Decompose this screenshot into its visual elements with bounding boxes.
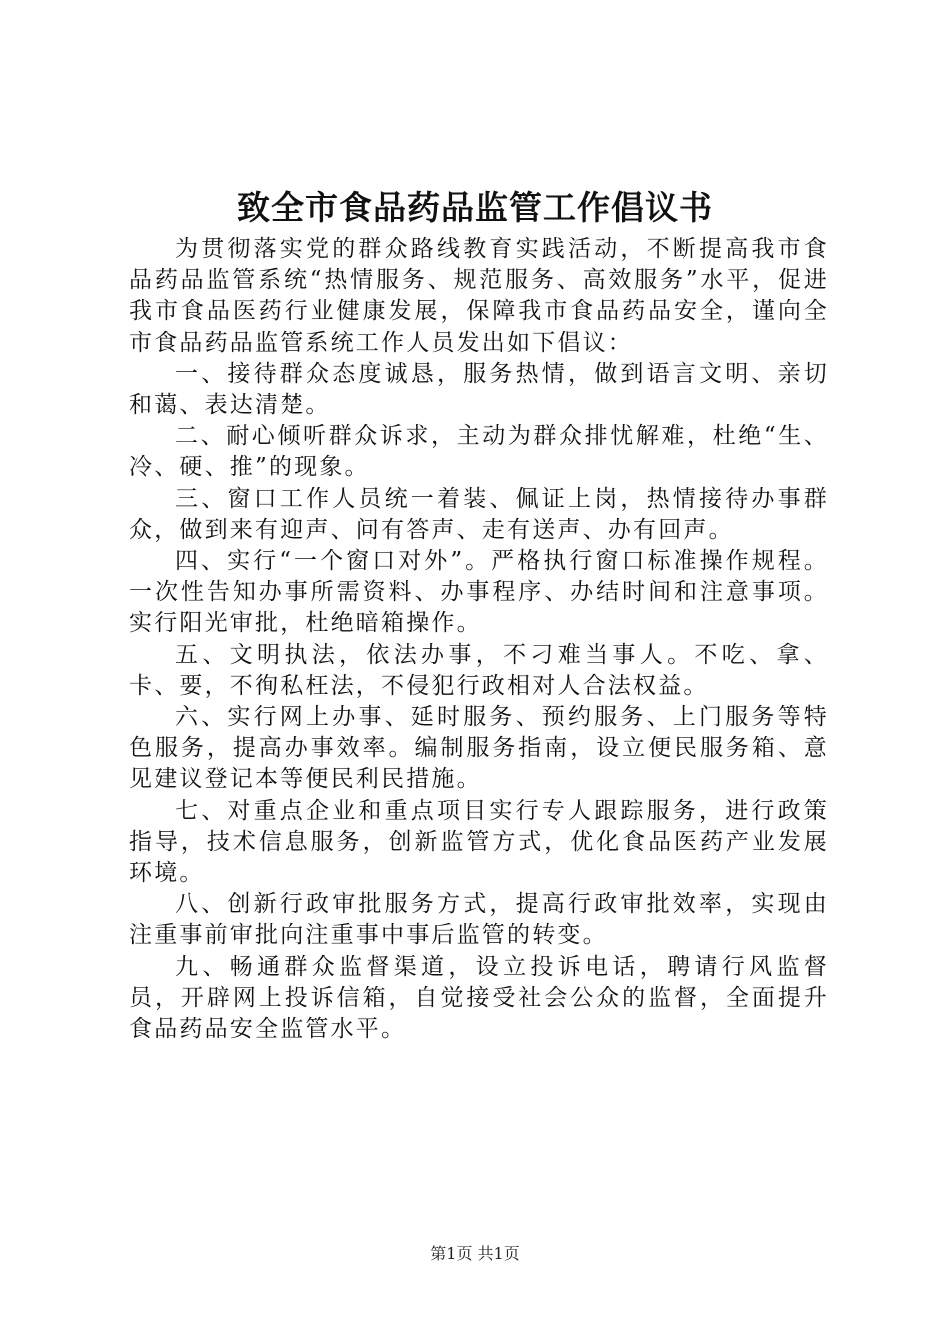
paragraph-item-7: 七、对重点企业和重点项目实行专人跟踪服务，进行政策指导，技术信息服务，创新监管方式，优化食品医药产业发展环境。 — [129, 797, 829, 887]
paragraph-item-1: 一、接待群众态度诚恳，服务热情，做到语言文明、亲切和蔼、表达清楚。 — [129, 360, 829, 419]
paragraph-item-4: 四、实行“一个窗口对外”。严格执行窗口标准操作规程。一次性告知办事所需资料、办事程序、办结时间和注意事项。实行阳光审批，杜绝暗箱操作。 — [129, 548, 829, 637]
paragraph-item-3: 三、窗口工作人员统一着装、佩证上岗，热情接待办事群众，做到来有迎声、问有答声、走有送声、办有回声。 — [129, 485, 829, 543]
document-body — [129, 234, 829, 1045]
paragraph-item-2: 二、耐心倾听群众诉求，主动为群众排忧解难，杜绝“生、冷、硬、推”的现象。 — [129, 423, 829, 481]
document-title: 致全市食品药品监管工作倡议书 — [237, 188, 713, 227]
paragraph-item-5: 五、文明执法，依法办事，不刁难当事人。不吃、拿、卡、要，不徇私枉法，不侵犯行政相对人合法权益。 — [129, 641, 829, 699]
paragraph-item-6: 六、实行网上办事、延时服务、预约服务、上门服务等特色服务，提高办事效率。编制服务指南，设立便民服务箱、意见建议登记本等便民利民措施。 — [129, 704, 829, 793]
page-footer: 第1页 共1页 — [430, 1244, 520, 1263]
paragraph-intro: 为贯彻落实党的群众路线教育实践活动，不断提高我市食品药品监管系统“热情服务、规范服务、高效服务”水平，促进我市食品医药行业健康发展，保障我市食品药品安全，谨向全市食品药品监管系统工作人员发出如下倡议： — [129, 236, 829, 356]
paragraph-item-8: 八、创新行政审批服务方式，提高行政审批效率，实现由注重事前审批向注重事中事后监管的转变。 — [129, 891, 829, 949]
paragraph-item-9: 九、畅通群众监督渠道，设立投诉电话，聘请行风监督员，开辟网上投诉信箱，自觉接受社会公众的监督，全面提升食品药品安全监管水平。 — [129, 953, 829, 1043]
